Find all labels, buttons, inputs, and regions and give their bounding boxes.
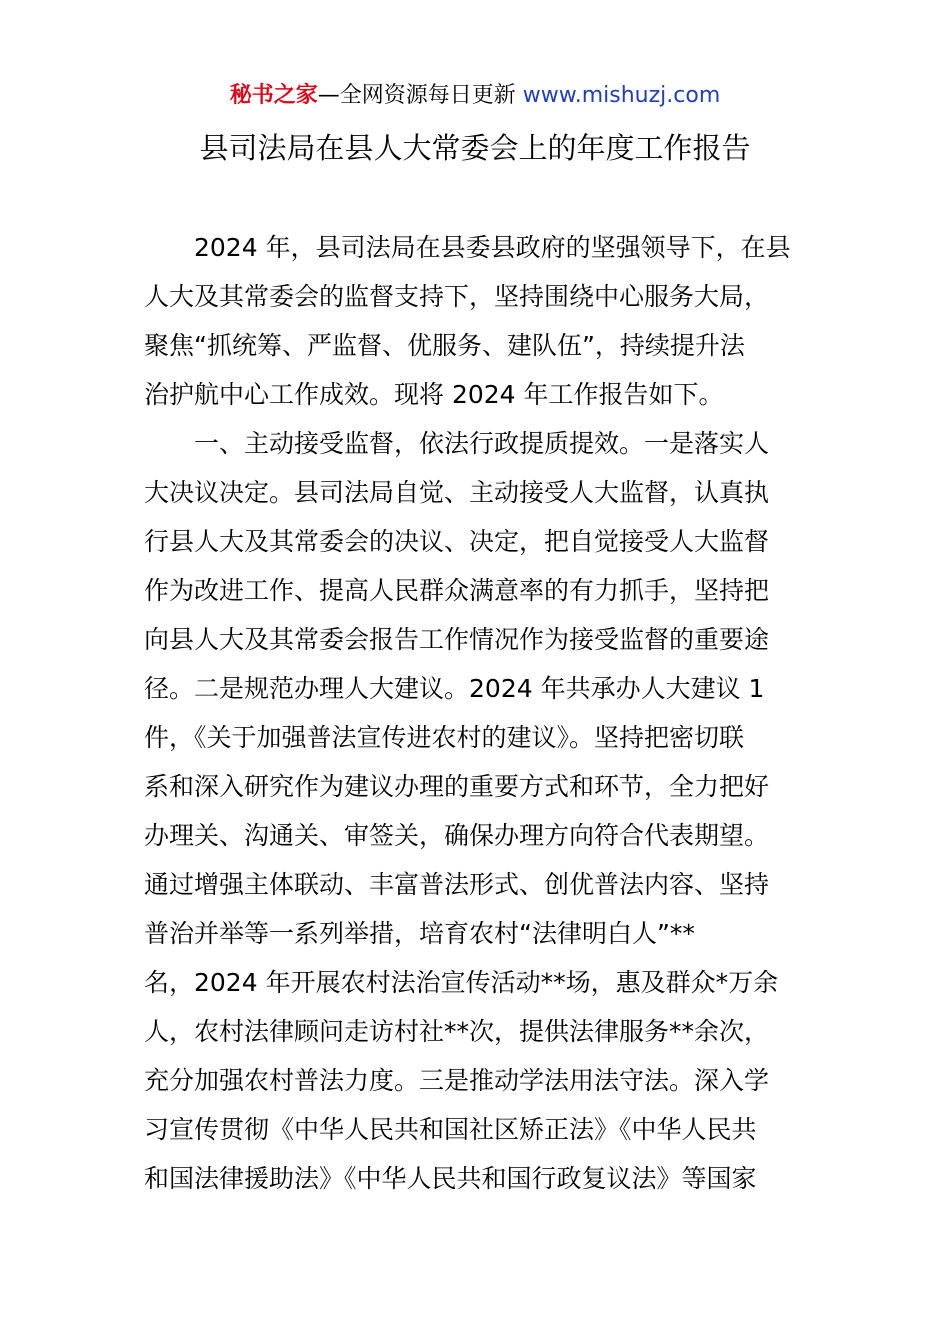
- body-line: 向县人大及其常委会报告工作情况作为接受监督的重要途: [144, 625, 770, 654]
- document-body: [144, 223, 824, 1203]
- body-line: 普治并举等一系列举措，培育农村“法律明白人”**: [144, 919, 695, 948]
- document-title: 县司法局在县人大常委会上的年度工作报告: [199, 131, 751, 165]
- body-line: 名，2024 年开展农村法治宣传活动**场，惠及群众*万余: [144, 968, 779, 997]
- body-line: 系和深入研究作为建议办理的重要方式和环节，全力把好: [144, 772, 770, 801]
- body-line: 人，农村法律顾问走访村社**次，提供法律服务**余次，: [144, 1017, 770, 1046]
- body-line: 作为改进工作、提高人民群众满意率的有力抓手，坚持把: [144, 576, 770, 605]
- body-line: 人大及其常委会的监督支持下，坚持围绕中心服务大局，: [144, 282, 770, 311]
- body-line: 通过增强主体联动、丰富普法形式、创优普法内容、坚持: [144, 870, 770, 899]
- site-url-link[interactable]: www.mishuzj.com: [522, 83, 721, 108]
- body-line: 习宣传贯彻《中华人民共和国社区矫正法》《中华人民共: [144, 1115, 757, 1144]
- body-line: 办理关、沟通关、审签关，确保办理方向符合代表期望。: [144, 821, 770, 850]
- body-line: 径。二是规范办理人大建议。2024 年共承办人大建议 1: [144, 674, 765, 703]
- site-banner: [0, 80, 950, 112]
- body-line: 聚焦“抓统筹、严监督、优服务、建队伍”，持续提升法: [144, 331, 745, 360]
- body-line: 一、主动接受监督，依法行政提质提效。一是落实人: [144, 429, 770, 458]
- body-line: 2024 年，县司法局在县委县政府的坚强领导下，在县: [144, 233, 791, 262]
- body-line: 大决议决定。县司法局自觉、主动接受人大监督，认真执: [144, 478, 770, 507]
- body-line: 和国法律援助法》《中华人民共和国行政复议法》等国家: [144, 1164, 757, 1193]
- body-line: 行县人大及其常委会的决议、决定，把自觉接受人大监督: [144, 527, 770, 556]
- body-line: 件，《关于加强普法宣传进农村的建议》。坚持把密切联: [144, 723, 745, 752]
- site-tagline: —全网资源每日更新: [317, 83, 523, 108]
- body-line: 治护航中心工作成效。现将 2024 年工作报告如下。: [144, 380, 724, 409]
- site-brand: 秘书之家: [229, 83, 318, 108]
- body-line: 充分加强农村普法力度。三是推动学法用法守法。深入学: [144, 1066, 770, 1095]
